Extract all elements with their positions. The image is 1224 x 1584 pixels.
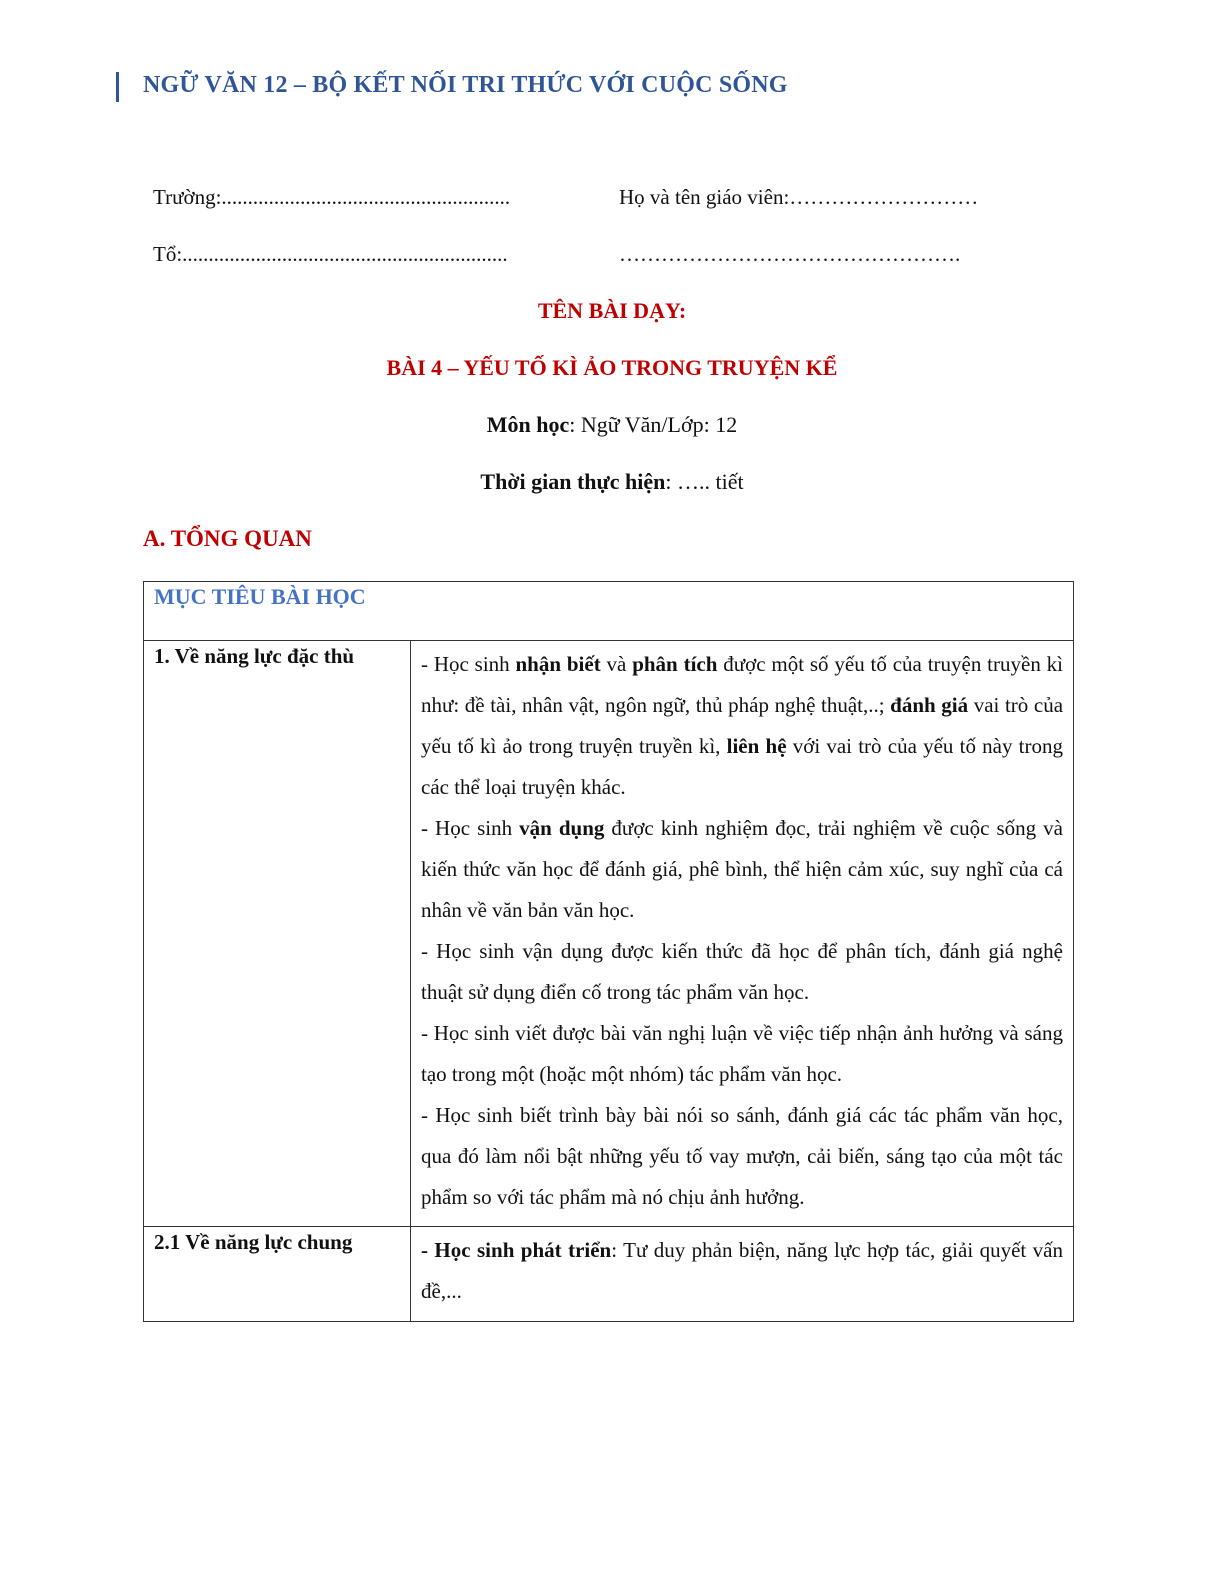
row-content xyxy=(411,1227,1074,1322)
objective-paragraph xyxy=(421,1230,1063,1312)
objective-paragraph: - Học sinh viết được bài văn nghị luận về việc tiếp nhận ảnh hưởng và sáng tạo trong một (hoặc một nhóm) tác phẩm văn học. xyxy=(421,1021,1063,1086)
text-run: - Học sinh xyxy=(421,652,516,676)
subject-value: : Ngữ Văn/Lớp: 12 xyxy=(569,412,738,437)
section-heading-a: A. TỔNG QUAN xyxy=(143,526,312,551)
header-rule xyxy=(116,72,119,102)
lesson-label: TÊN BÀI DẠY: xyxy=(537,298,687,323)
objectives-table xyxy=(143,581,1074,1322)
lesson-title: BÀI 4 – YẾU TỐ KÌ ẢO TRONG TRUYỆN KỂ xyxy=(386,355,838,380)
row-label: 2.1 Về năng lực chung xyxy=(144,1227,411,1322)
subject-label: Môn học xyxy=(486,412,570,437)
teacher-field: Họ và tên giáo viên:……………………… xyxy=(619,185,979,209)
text-run: được một số yếu tố của truyện truyền kì như: đề tài, nhân vật, ngôn ngữ, thủ pháp nghệ thuật,..; xyxy=(421,652,1063,717)
text-run: - Học sinh xyxy=(421,816,520,840)
objective-paragraph: - Học sinh biết trình bày bài nói so sánh, đánh giá các tác phẩm văn học, qua đó làm nổi bật những yếu tố vay mượn, cải biến, sáng tạo của một tác phẩm so với tác phẩm mà nó chịu ảnh hưởng. xyxy=(421,1103,1063,1209)
bold-run: đánh giá xyxy=(890,693,969,717)
text-run: được kinh nghiệm đọc, trải nghiệm về cuộc sống và kiến thức văn học để đánh giá, phê bình, thể hiện cảm xúc, suy nghĩ của cá nhân về văn bản văn học. xyxy=(421,816,1063,922)
bold-run: nhận biết xyxy=(515,652,601,676)
objective-paragraph: - Học sinh vận dụng được kiến thức đã học để phân tích, đánh giá nghệ thuật sử dụng điển cố trong tác phẩm văn học. xyxy=(421,939,1063,1004)
header-title: NGỮ VĂN 12 – BỘ KẾT NỐI TRI THỨC VỚI CUỘC SỐNG xyxy=(143,72,788,98)
table-row xyxy=(144,641,1074,1227)
objectives-heading: MỤC TIÊU BÀI HỌC xyxy=(154,584,366,609)
row-content xyxy=(411,641,1074,1227)
time-line xyxy=(0,469,1224,495)
bold-run: vận dụng xyxy=(519,816,605,840)
bold-run: phân tích xyxy=(632,652,718,676)
table-row xyxy=(144,1227,1074,1322)
time-label: Thời gian thực hiện xyxy=(480,469,666,494)
teacher-field-continued: …………………………………………. xyxy=(619,242,961,266)
objectives-heading-row xyxy=(144,582,1074,641)
objectives-heading-cell xyxy=(144,582,1074,641)
objective-paragraph xyxy=(421,808,1063,931)
bold-run: - Học sinh phát triển xyxy=(421,1238,612,1262)
bold-run: liên hệ xyxy=(726,734,787,758)
subject-line xyxy=(0,412,1224,438)
text-run: và xyxy=(600,652,633,676)
row-label: 1. Về năng lực đặc thù xyxy=(144,641,411,1227)
objective-paragraph xyxy=(421,644,1063,808)
time-value: : ….. tiết xyxy=(665,469,744,494)
school-field: Trường:....................................................... xyxy=(153,185,511,209)
group-field: Tổ:.............................................................. xyxy=(153,242,508,266)
text-run: với vai trò của yếu tố này trong các thể loại truyện khác. xyxy=(421,734,1063,799)
text-run: : Tư duy phản biện, năng lực hợp tác, giải quyết vấn đề,... xyxy=(421,1238,1064,1303)
text-run: vai trò của yếu tố kì ảo trong truyện truyền kì, xyxy=(421,693,1064,758)
